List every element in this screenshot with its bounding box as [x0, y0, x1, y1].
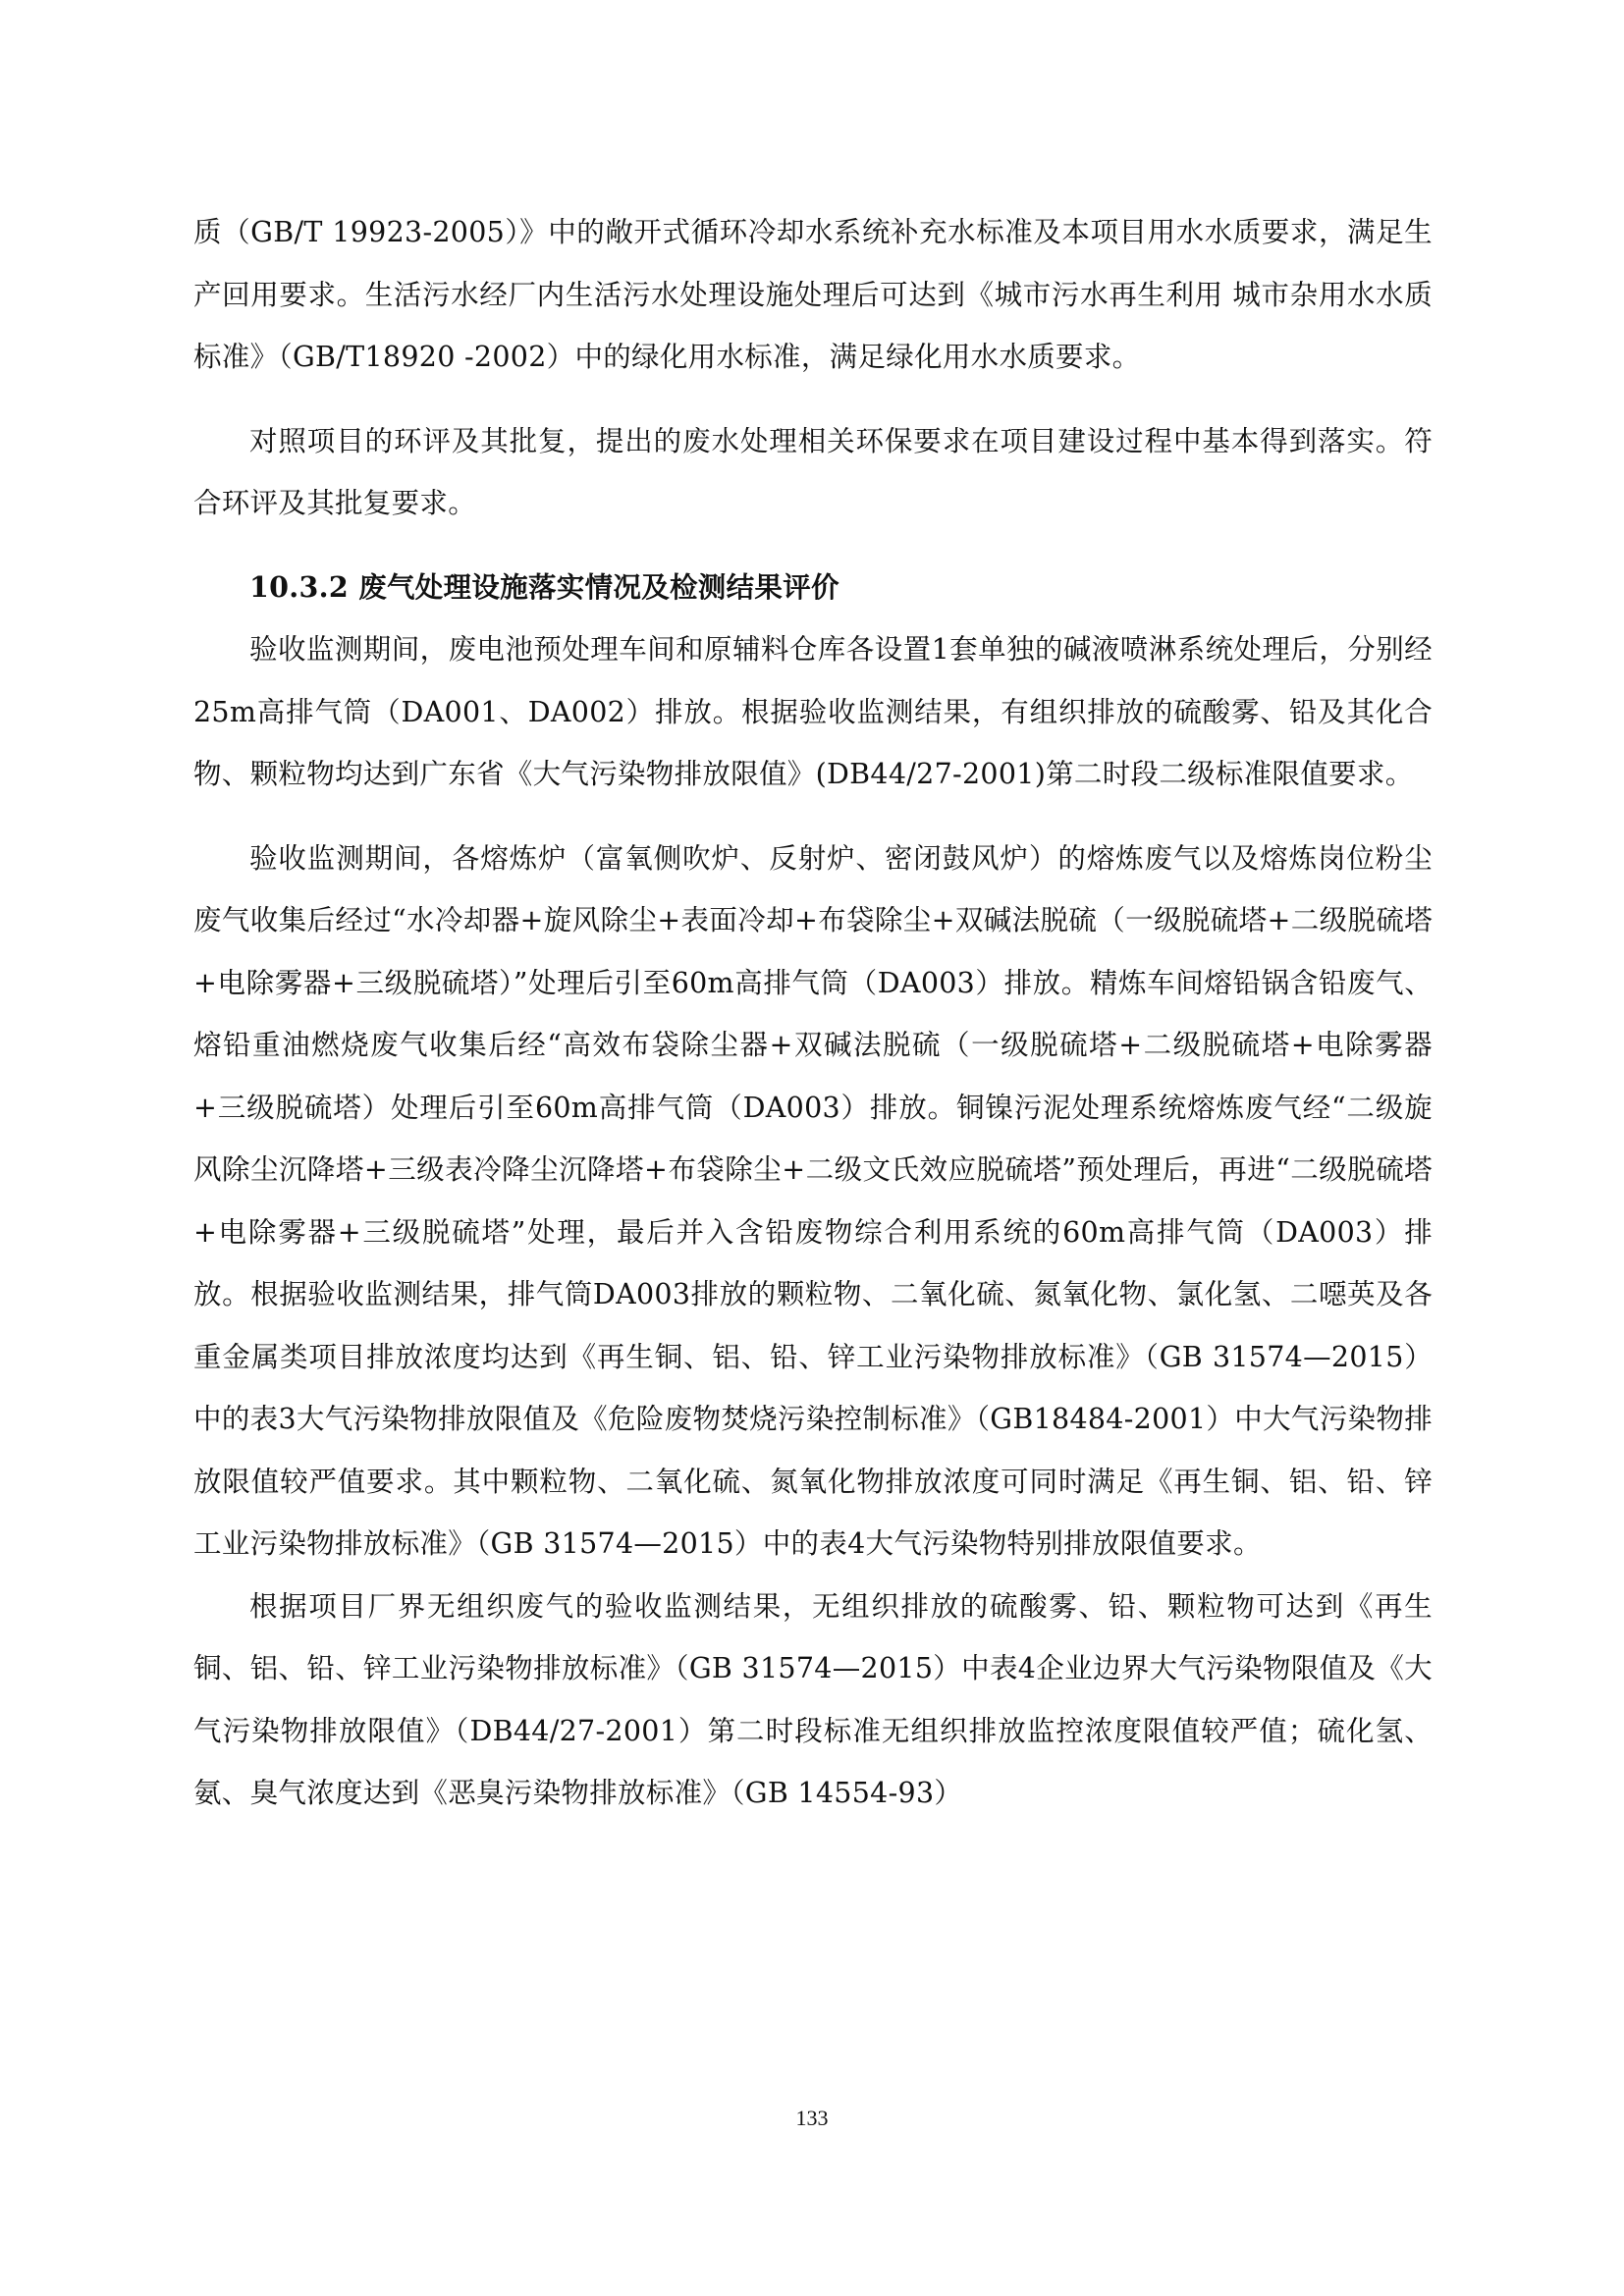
- section-heading: 10.3.2 废气处理设施落实情况及检测结果评价: [249, 569, 839, 604]
- paragraph-wastewater-continued: 质（GB/T 19923-2005）》中的敞开式循环冷却水系统补充水标准及本项目用水水质要求，满足生产回用要求。生活污水经厂内生活污水处理设施处理后可达到《城市污水再生利用 城市杂用水水质标准》（GB/T18920 -2002）中的绿化用水标准，满足绿化用水水质要求。: [193, 216, 1433, 373]
- paragraph-pretreatment-exhaust: 验收监测期间，废电池预处理车间和原辅料仓库各设置1套单独的碱液喷淋系统处理后，分别经25m高排气筒（DA001、DA002）排放。根据验收监测结果，有组织排放的硫酸雾、铅及其化合物、颗粒物均达到广东省《大气污染物排放限值》(DB44/27-2001)第二时段二级标准限值要求。: [193, 633, 1433, 790]
- paragraph-smelting-exhaust: 验收监测期间，各熔炼炉（富氧侧吹炉、反射炉、密闭鼓风炉）的熔炼废气以及熔炼岗位粉尘废气收集后经过“水冷却器+旋风除尘+表面冷却+布袋除尘+双碱法脱硫（一级脱硫塔+二级脱硫塔+电除雾器+三级脱硫塔）”处理后引至60m高排气筒（DA003）排放。精炼车间熔铅锅含铅废气、熔铅重油燃烧废气收集后经“高效布袋除尘器+双碱法脱硫（一级脱硫塔+二级脱硫塔+电除雾器+三级脱硫塔）处理后引至60m高排气筒（DA003）排放。铜镍污泥处理系统熔炼废气经“二级旋风除尘沉降塔+三级表冷降尘沉降塔+布袋除尘+二级文氏效应脱硫塔”预处理后，再进“二级脱硫塔+电除雾器+三级脱硫塔”处理，最后并入含铅废物综合利用系统的60m高排气筒（DA003）排放。根据验收监测结果，排气筒DA003排放的颗粒物、二氧化硫、氮氧化物、氯化氢、二噁英及各重金属类项目排放浓度均达到《再生铜、铝、铅、锌工业污染物排放标准》（GB 31574—2015）中的表3大气污染物排放限值及《危险废物焚烧污染控制标准》（GB18484-2001）中大气污染物排放限值较严值要求。其中颗粒物、二氧化硫、氮氧化物排放浓度可同时满足《再生铜、铝、铅、锌工业污染物排放标准》（GB 31574—2015）中的表4大气污染物特别排放限值要求。: [193, 841, 1433, 1560]
- paragraph-fugitive-exhaust: 根据项目厂界无组织废气的验收监测结果，无组织排放的硫酸雾、铅、颗粒物可达到《再生铜、铝、铅、锌工业污染物排放标准》（GB 31574—2015）中表4企业边界大气污染物限值及《大气污染物排放限值》（DB44/27-2001）第二时段标准无组织排放监控浓度限值较严值；硫化氢、氨、臭气浓度达到《恶臭污染物排放标准》（GB 14554-93）: [193, 1589, 1433, 1809]
- page-number: 133: [795, 2106, 829, 2130]
- paragraph-wastewater-conclusion: 对照项目的环评及其批复，提出的废水处理相关环保要求在项目建设过程中基本得到落实。符合环评及其批复要求。: [193, 424, 1433, 519]
- body-text: [193, 201, 1433, 1825]
